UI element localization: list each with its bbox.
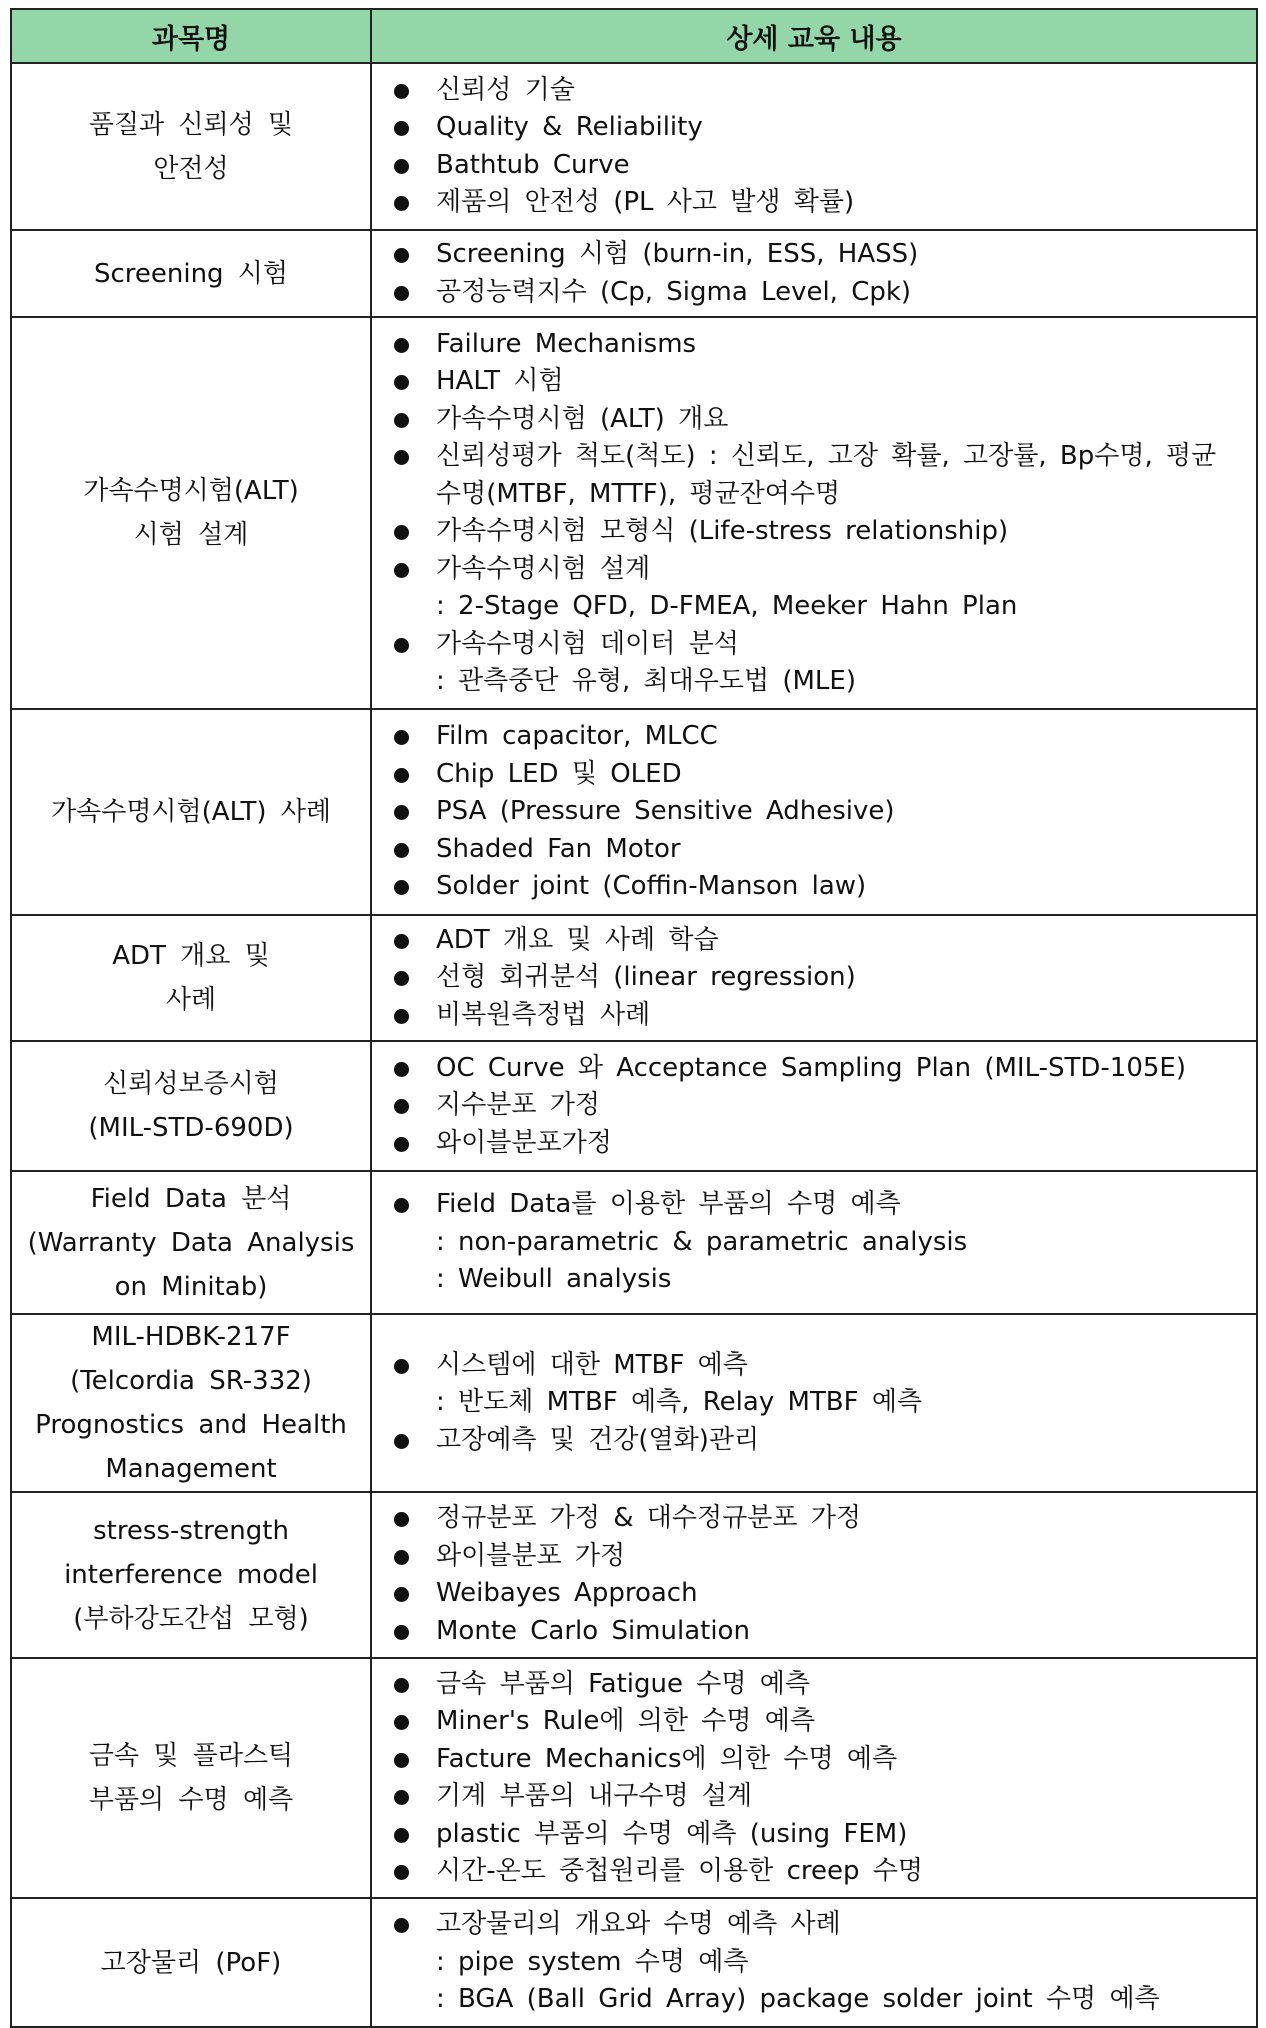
bullet-text: 공정능력지수 (Cp, Sigma Level, Cpk): [436, 276, 912, 307]
table-row: [11, 1041, 1257, 1171]
bullet-text: 지수분포 가정: [436, 1090, 600, 1121]
bullet-list: [372, 72, 1256, 222]
table-row: [11, 915, 1257, 1041]
bullet-item: [372, 718, 1256, 756]
subject-line: 부품의 수명 예측: [88, 1785, 294, 1815]
bullet-text: 가속수명시험 (ALT) 개요: [436, 403, 729, 434]
details-cell: [371, 1041, 1257, 1171]
subject-line: (MIL-STD-690D): [88, 1113, 294, 1143]
bullet-text: ADT 개요 및 사례 학습: [436, 924, 719, 955]
details-cell: [371, 1658, 1257, 1898]
bullet-item: [372, 1613, 1256, 1651]
bullet-text: 시간-온도 중첩원리를 이용한 creep 수명: [436, 1856, 923, 1886]
bullet-item: [372, 831, 1256, 869]
subject-cell: [11, 915, 371, 1041]
subject-line: 품질과 신뢰성 및: [88, 109, 294, 140]
bullet-item: [372, 1703, 1256, 1741]
bullet-text: Facture Mechanics에 의한 수명 예측: [436, 1743, 898, 1774]
header-details: 상세 교육 내용: [371, 9, 1257, 63]
bullet-text: Miner's Rule에 의한 수명 예측: [436, 1706, 815, 1736]
subject-cell: [11, 1171, 371, 1314]
bullet-item: [372, 1347, 1256, 1422]
bullet-text: PSA (Pressure Sensitive Adhesive): [436, 796, 895, 827]
bullet-text: 선형 회귀분석 (linear regression): [436, 962, 856, 993]
bullet-item: [372, 922, 1256, 960]
table-body: [11, 63, 1257, 2027]
bullet-item: [372, 1741, 1256, 1779]
subject-line: (부하강도간섭 모형): [73, 1604, 309, 1634]
bullet-item: [372, 274, 1256, 312]
bullet-text: 고장물리의 개요와 수명 예측 사례: [436, 1909, 841, 1940]
bullet-text: HALT 시험: [436, 366, 564, 396]
subject-line: stress-strength: [93, 1516, 289, 1546]
bullet-item: [372, 363, 1256, 401]
bullet-item: [372, 959, 1256, 997]
bullet-list: [372, 718, 1256, 906]
bullet-subline: : BGA (Ball Grid Array) package solder joint 수명 예측: [436, 1984, 1160, 2015]
bullet-item: [372, 184, 1256, 222]
bullet-text: 고장예측 및 건강(열화)관리: [436, 1424, 760, 1455]
bullet-list: [372, 1050, 1256, 1163]
bullet-text: Shaded Fan Motor: [436, 833, 681, 864]
subject-line: on Minitab): [114, 1271, 268, 1302]
bullet-text: 정규분포 가정 & 대수정규분포 가정: [436, 1503, 861, 1533]
details-cell: [371, 63, 1257, 230]
subject-line: 가속수명시험(ALT): [83, 476, 299, 506]
bullet-item: [372, 1500, 1256, 1538]
details-cell: [371, 230, 1257, 317]
table-row: [11, 1898, 1257, 2027]
bullet-item: [372, 793, 1256, 831]
bullet-list: [372, 236, 1256, 311]
subject-line: Field Data 분석: [90, 1183, 292, 1214]
subject-line: 신뢰성보증시험: [103, 1069, 279, 1099]
subject-cell: [11, 1314, 371, 1492]
details-cell: [371, 1492, 1257, 1658]
bullet-text: Weibayes Approach: [436, 1578, 698, 1608]
bullet-subline: : Weibull analysis: [436, 1264, 672, 1295]
bullet-item: [372, 1422, 1256, 1460]
bullet-text: OC Curve 와 Acceptance Sampling Plan (MIL-STD-105E): [436, 1052, 1186, 1083]
bullet-text: 가속수명시험 설계: [436, 553, 651, 584]
bullet-item: [372, 756, 1256, 794]
bullet-text: 가속수명시험 데이터 분석: [436, 628, 739, 659]
subject-cell: [11, 1658, 371, 1898]
bullet-text: 금속 부품의 Fatigue 수명 예측: [436, 1668, 811, 1699]
details-cell: [371, 709, 1257, 915]
header-row: [11, 9, 1257, 63]
bullet-list: [372, 326, 1256, 701]
bullet-item: [372, 1186, 1256, 1299]
subject-cell: [11, 317, 371, 709]
bullet-item: [372, 1778, 1256, 1816]
bullet-subline: : pipe system 수명 예측: [436, 1946, 749, 1977]
subject-line: Management: [105, 1454, 277, 1484]
bullet-list: [372, 1186, 1256, 1299]
table-row: [11, 1658, 1257, 1898]
bullet-text: plastic 부품의 수명 예측 (using FEM): [436, 1818, 908, 1849]
subject-line: 사례: [165, 985, 217, 1015]
bullet-item: [372, 1666, 1256, 1704]
bullet-item: [372, 236, 1256, 274]
bullet-item: [372, 1125, 1256, 1163]
bullet-text: 와이블분포가정: [436, 1127, 612, 1158]
subject-cell: [11, 1041, 371, 1171]
subject-line: 시험 설계: [133, 520, 249, 550]
bullet-text: Solder joint (Coffin-Manson law): [436, 871, 867, 902]
subject-line: 금속 및 플라스틱: [88, 1741, 294, 1771]
bullet-item: [372, 868, 1256, 906]
subject-line: 고장물리 (PoF): [100, 1947, 282, 1978]
subject-line: 가속수명시험(ALT) 사례: [50, 797, 332, 827]
subject-line: (Warranty Data Analysis: [27, 1227, 355, 1258]
bullet-item: [372, 326, 1256, 364]
table-row: [11, 1171, 1257, 1314]
bullet-item: [372, 1087, 1256, 1125]
details-cell: [371, 317, 1257, 709]
header-subject: 과목명: [11, 9, 371, 63]
bullet-subline: : 관측중단 유형, 최대우도법 (MLE): [436, 666, 856, 696]
bullet-text: 와이블분포 가정: [436, 1540, 626, 1571]
bullet-list: [372, 1666, 1256, 1891]
subject-cell: [11, 709, 371, 915]
bullet-text: 가속수명시험 모형식 (Life-stress relationship): [436, 516, 1009, 546]
details-cell: [371, 1898, 1257, 2027]
bullet-item: [372, 1050, 1256, 1088]
bullet-text: Quality & Reliability: [436, 112, 703, 142]
table-row: [11, 63, 1257, 230]
bullet-item: [372, 1906, 1256, 2019]
subject-line: Screening 시험: [93, 258, 289, 289]
bullet-text: 제품의 안전성 (PL 사고 발생 확률): [436, 187, 855, 217]
table-row: [11, 1314, 1257, 1492]
subject-cell: [11, 230, 371, 317]
bullet-list: [372, 1347, 1256, 1460]
bullet-text: Monte Carlo Simulation: [436, 1615, 750, 1646]
bullet-list: [372, 1906, 1256, 2019]
bullet-text: Field Data를 이용한 부품의 수명 예측: [436, 1189, 901, 1220]
bullet-list: [372, 922, 1256, 1035]
bullet-text: Bathtub Curve: [436, 149, 630, 180]
bullet-text: Failure Mechanisms: [436, 328, 697, 359]
bullet-item: [372, 1575, 1256, 1613]
bullet-text: Chip LED 및 OLED: [436, 758, 682, 789]
bullet-text: 기계 부품의 내구수명 설계: [436, 1781, 753, 1811]
details-cell: [371, 1314, 1257, 1492]
bullet-item: [372, 997, 1256, 1035]
bullet-subline: : 반도체 MTBF 예측, Relay MTBF 예측: [436, 1387, 923, 1418]
bullet-text: 신뢰성평가 척도(척도) : 신뢰도, 고장 확률, 고장률, Bp수명, 평균수명(MTBF, MTTF), 평균잔여수명: [436, 441, 1217, 509]
bullet-subline: : 2-Stage QFD, D-FMEA, Meeker Hahn Plan: [436, 591, 1018, 621]
details-cell: [371, 1171, 1257, 1314]
table-row: [11, 709, 1257, 915]
bullet-item: [372, 1853, 1256, 1891]
bullet-text: Film capacitor, MLCC: [436, 721, 718, 752]
bullet-item: [372, 1538, 1256, 1576]
subject-line: MIL-HDBK-217F: [91, 1322, 291, 1352]
subject-cell: [11, 1898, 371, 2027]
bullet-list: [372, 1500, 1256, 1650]
bullet-item: [372, 147, 1256, 185]
subject-line: interference model: [64, 1560, 318, 1590]
subject-line: 안전성: [153, 153, 229, 184]
bullet-subline: : non-parametric & parametric analysis: [436, 1226, 968, 1257]
subject-cell: [11, 1492, 371, 1658]
curriculum-table: [10, 8, 1258, 2028]
bullet-item: [372, 438, 1256, 513]
details-cell: [371, 915, 1257, 1041]
bullet-item: [372, 1816, 1256, 1854]
bullet-item: [372, 626, 1256, 701]
table-row: [11, 230, 1257, 317]
bullet-text: 시스템에 대한 MTBF 예측: [436, 1349, 748, 1380]
bullet-item: [372, 72, 1256, 110]
table-row: [11, 317, 1257, 709]
bullet-item: [372, 401, 1256, 439]
table-row: [11, 1492, 1257, 1658]
bullet-item: [372, 551, 1256, 626]
bullet-text: 비복원측정법 사례: [436, 999, 651, 1030]
subject-line: Prognostics and Health: [35, 1410, 347, 1440]
bullet-item: [372, 513, 1256, 551]
bullet-item: [372, 109, 1256, 147]
subject-line: (Telcordia SR-332): [70, 1366, 312, 1396]
bullet-text: 신뢰성 기술: [436, 74, 575, 105]
subject-line: ADT 개요 및: [112, 941, 270, 971]
bullet-text: Screening 시험 (burn-in, ESS, HASS): [436, 239, 919, 269]
subject-cell: [11, 63, 371, 230]
